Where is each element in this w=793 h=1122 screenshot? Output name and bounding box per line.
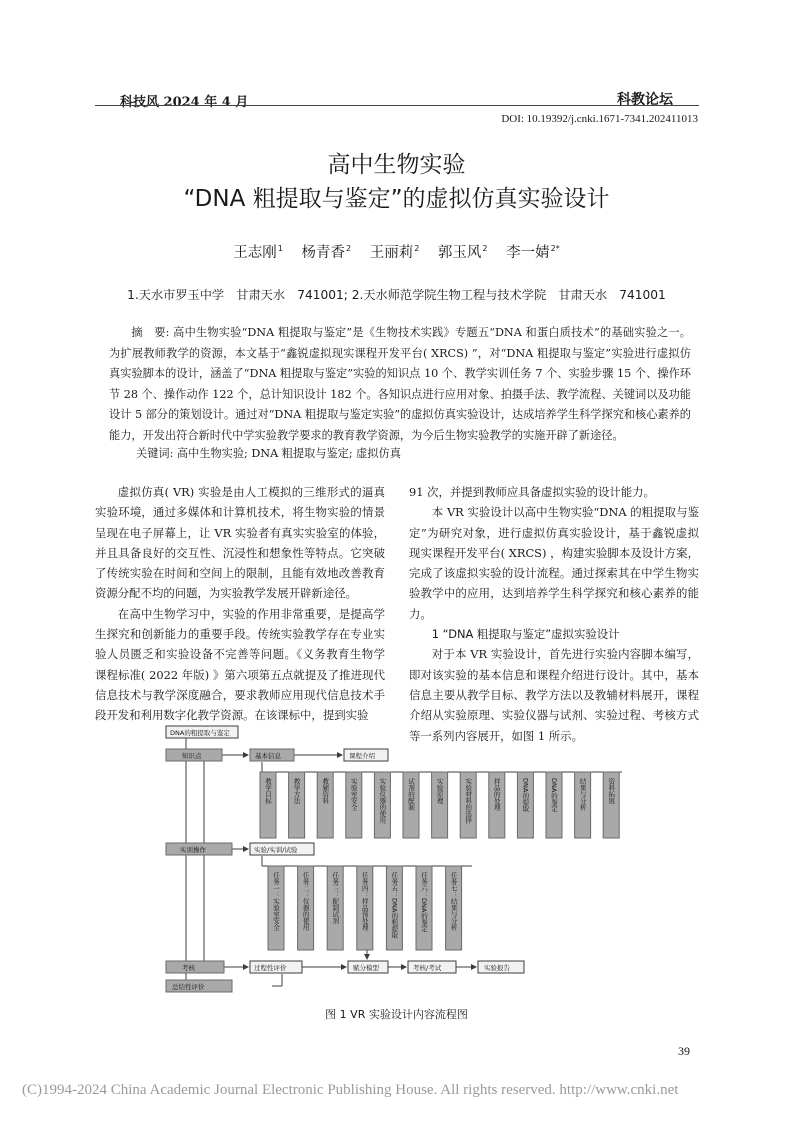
task-item-label: 任务一：实验室安全	[272, 872, 280, 931]
task-items	[268, 866, 462, 950]
paragraph: 对于本 VR 实验设计，首先进行实验内容脚本编写，即对该实验的基本信息和课程介绍进行设计。其中，基本信息主要从教学目标、教学方法以及教辅材料展开，课程介绍从实验原理、实验仪器与试剂、实验过程、考核方式等一系列内容展开，如图 1 所示。	[409, 647, 699, 743]
copyright-notice: (C)1994-2024 China Academic Journal Electronic Publishing House. All rights reserved. http://www.cnki.net	[22, 1082, 679, 1098]
knowledge-item-label: 教学目标	[264, 778, 272, 804]
knowledge-item-label: 实验材料的选择	[464, 778, 473, 824]
paragraph: 虚拟仿真( VR) 实验是由人工模拟的三维形式的逼真实验环境，通过多媒体和计算机技术，将生物实验的情景呈现在电子屏幕上，让 VR 实验者有真实实验室的体验，并且具备良好的交互性、沉浸性和想象性等特点。它突破了传统实验在时间和空间上的限制，且能有效地改善教育资源分配不均的问题，为实验教学发展开辟新途径。	[95, 485, 385, 601]
body-column-left	[95, 482, 385, 726]
author: 王丽莉$^2$	[369, 244, 420, 261]
flow-node-knowledge-label: 知识点	[182, 752, 202, 760]
doi[interactable]: DOI: 10.19392/j.cnki.1671-7341.202411013	[501, 113, 698, 125]
journal-name: 科技风 2024 年 4 月	[120, 95, 249, 110]
flow-node-assessment-label: 考核	[182, 964, 195, 972]
task-item-label: 任务四：样品预处理	[360, 872, 369, 931]
knowledge-item-label: 结果与分析	[578, 778, 587, 811]
author: 杨青香$^2$	[301, 244, 352, 261]
knowledge-item-label: 资料拓展	[607, 778, 616, 804]
paragraph: 在高中生物学习中，实验的作用非常重要，是提高学生探究和创新能力的重要手段。传统实验教学存在专业实验人员匮乏和实验设备不完善等问题。《义务教育生物学课程标准( 2022 年版) 》第六项第五点就提及了推进现代信息技术与教学深度融合，要求教师应用现代信息技术手段开发和利用数字化教学资源。在该课标中，提到实验	[95, 606, 385, 723]
task-item-label: 任务二：仪器的使用	[301, 872, 310, 931]
knowledge-item-label: 教辅资料	[321, 778, 330, 804]
abstract	[109, 323, 691, 446]
task-item-label: 任务五：DNA的粗提取	[390, 872, 399, 939]
knowledge-item-label: 教学方法	[292, 778, 301, 804]
author-list	[0, 241, 793, 262]
flow-node-process-eval-label: 过程性评价	[254, 964, 287, 972]
flow-node-practice-label: 实训操作	[180, 846, 206, 854]
header-rule	[95, 105, 699, 106]
knowledge-item-label: 试剂的配制	[407, 778, 415, 811]
task-item-label: 任务七：结果与分析	[449, 872, 458, 931]
figure-caption: 图 1 VR 实验设计内容流程图	[325, 1008, 468, 1021]
flow-node-basic-info-label: 基本信息	[255, 752, 281, 760]
flow-node-assessment	[166, 961, 224, 973]
flow-node-root-label: DNA的粗提取与鉴定	[170, 729, 230, 737]
task-item-label: 任务六：DNA的鉴定	[420, 872, 428, 932]
paragraph: 本 VR 实验设计以高中生物实验“DNA 的粗提取与鉴定”为研究对象，进行虚拟仿真实验设计，基于鑫锐虚拟现实课程开发平台( XRCS) ，构建实验脚本及设计方案，完成了该虚拟实验的设计流程。通过探索其在中学生物实验教学中的应用，达到培养学生科学探究和核心素养的能力。	[409, 505, 699, 621]
task-item-label: 任务三：配制试剂	[331, 872, 340, 924]
flow-node-course-intro-label: 课程介绍	[349, 752, 375, 760]
title-line-2: “DNA 粗提取与鉴定”的虚拟仿真实验设计	[183, 186, 610, 212]
section-heading: 1 “DNA 粗提取与鉴定”虚拟实验设计	[431, 627, 620, 642]
author: 王志刚$^1$	[233, 244, 283, 261]
knowledge-item-label: DNA的提取	[521, 778, 530, 812]
flow-node-practice-sub-label: 实验/实训/试验	[254, 846, 298, 854]
author: 郭玉风$^2$	[437, 244, 488, 261]
flow-node-score-model-label: 赋分模型	[353, 964, 379, 972]
paragraph: 91 次，并提到教师应具备虚拟实验的设计能力。	[409, 485, 655, 499]
flow-node-report-label: 实验报告	[484, 964, 510, 972]
author: 李一婧$^{2*}$	[506, 244, 560, 261]
knowledge-item-label: DNA的鉴定	[550, 778, 558, 812]
body-column-right	[409, 482, 699, 746]
flow-node-exam-label: 考核/考试	[413, 964, 442, 972]
title-line-1: 高中生物实验	[327, 152, 466, 178]
keywords: 关键词: 高中生物实验; DNA 粗提取与鉴定; 虚拟仿真	[136, 447, 401, 460]
abstract-text: 摘 要: 高中生物实验“DNA 粗提取与鉴定”是《生物技术实践》专题五“DNA 和蛋白质技术”的基础实验之一。为扩展教师教学的资源，本文基于“鑫锐虚拟现实课程开发平台( XRCS) ”，对“DNA 粗提取与鉴定”实验进行虚拟仿真实验脚本的设计，涵盖了“DNA 粗提取与鉴定”实验的知识点 10 个、教学实训任务 7 个、实验步骤 15 个、操作环节 28 个、操作动作 122 个，总计知识设计 182 个。各知识点进行应用对象、拍摄手法、教学流程、关键词以及功能设计 5 部分的策划设计。通过对“DNA 粗提取与鉴定实验”的虚拟仿真实验设计，达成培养学生科学探究和核心素养的能力，开发出符合新时代中学实验教学要求的教育教学资源，为今后生物实验教学的实施开辟了新途径。	[109, 326, 691, 442]
page-number: 39	[678, 1044, 690, 1058]
knowledge-item-label: 实验室安全	[349, 778, 358, 811]
knowledge-item-label: 样品的处理	[492, 778, 501, 811]
affiliation: 1.天水市罗玉中学 甘肃天水 741001; 2.天水师范学院生物工程与技术学院 甘肃天水 741001	[127, 288, 666, 302]
flowchart-figure	[162, 722, 630, 1002]
flow-node-summary-eval-label: 总结性评价	[172, 983, 205, 991]
knowledge-item-label: 实验仪器的使用	[378, 778, 387, 824]
knowledge-items	[260, 772, 619, 838]
column-name: 科教论坛	[617, 92, 673, 108]
knowledge-item-label: 实验原理	[435, 778, 444, 804]
